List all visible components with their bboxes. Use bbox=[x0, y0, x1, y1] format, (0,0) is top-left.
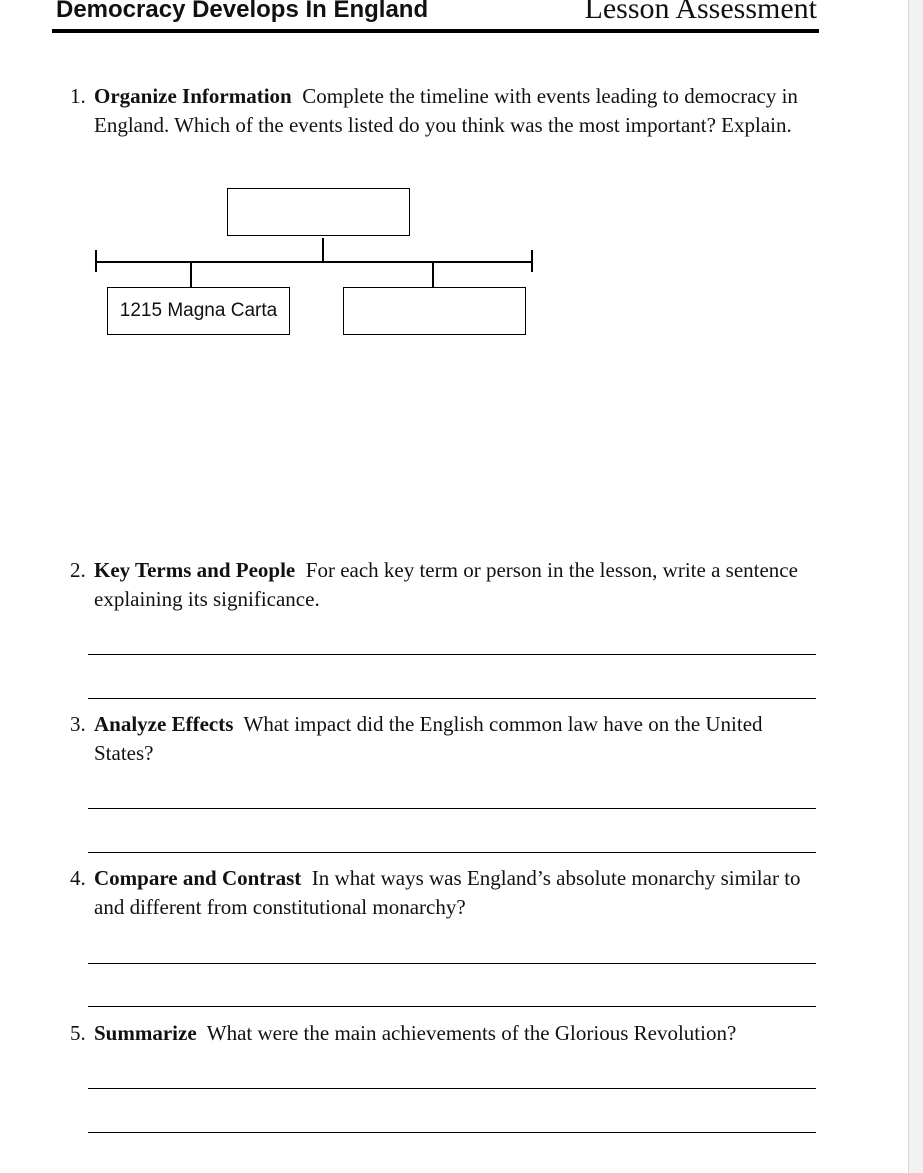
question-1 bbox=[70, 82, 820, 140]
answer-line[interactable] bbox=[88, 698, 816, 699]
timeline-connector-second bbox=[432, 262, 434, 287]
question-number: 3. bbox=[70, 712, 86, 736]
timeline-connector-top bbox=[322, 238, 324, 262]
timeline-first-box: 1215 Magna Carta bbox=[107, 287, 290, 335]
question-label: Compare and Contrast bbox=[94, 866, 302, 890]
question-label: Organize Information bbox=[94, 84, 292, 108]
timeline-start-tick bbox=[95, 250, 97, 272]
question-number: 5. bbox=[70, 1021, 86, 1045]
timeline-second-box[interactable] bbox=[343, 287, 526, 335]
answer-line[interactable] bbox=[88, 1132, 816, 1133]
question-text: What were the main achievements of the Glorious Revolution? bbox=[206, 1021, 737, 1045]
header-divider bbox=[52, 29, 819, 33]
timeline-connector-first bbox=[190, 262, 192, 287]
answer-line[interactable] bbox=[88, 808, 816, 809]
section-title: Lesson Assessment bbox=[584, 0, 817, 25]
question-number: 2. bbox=[70, 558, 86, 582]
question-text: Complete the timeline with events leading to democracy in England. Which of the events listed do you think was the most important? Explain. bbox=[94, 84, 798, 137]
answer-line[interactable] bbox=[88, 1006, 816, 1007]
question-5 bbox=[70, 1019, 820, 1048]
answer-line[interactable] bbox=[88, 654, 816, 655]
page-edge bbox=[908, 0, 923, 1173]
question-label: Analyze Effects bbox=[94, 712, 234, 736]
question-label: Summarize bbox=[94, 1021, 197, 1045]
question-3 bbox=[70, 710, 820, 768]
answer-line[interactable] bbox=[88, 852, 816, 853]
question-4 bbox=[70, 864, 820, 922]
answer-line[interactable] bbox=[88, 963, 816, 964]
question-number: 4. bbox=[70, 866, 86, 890]
question-text: For each key term or person in the lesson, write a sentence explaining its significance. bbox=[94, 558, 798, 611]
question-text: What impact did the English common law have on the United States? bbox=[94, 712, 763, 765]
question-text: In what ways was England’s absolute monarchy similar to and different from constitutional monarchy? bbox=[94, 866, 801, 919]
timeline-top-box[interactable] bbox=[227, 188, 410, 236]
timeline-axis bbox=[95, 261, 533, 263]
answer-line[interactable] bbox=[88, 1088, 816, 1089]
timeline-end-tick bbox=[531, 250, 533, 272]
page-title: Democracy Develops In England bbox=[56, 0, 429, 23]
question-label: Key Terms and People bbox=[94, 558, 296, 582]
question-2 bbox=[70, 556, 820, 614]
question-number: 1. bbox=[70, 84, 86, 108]
